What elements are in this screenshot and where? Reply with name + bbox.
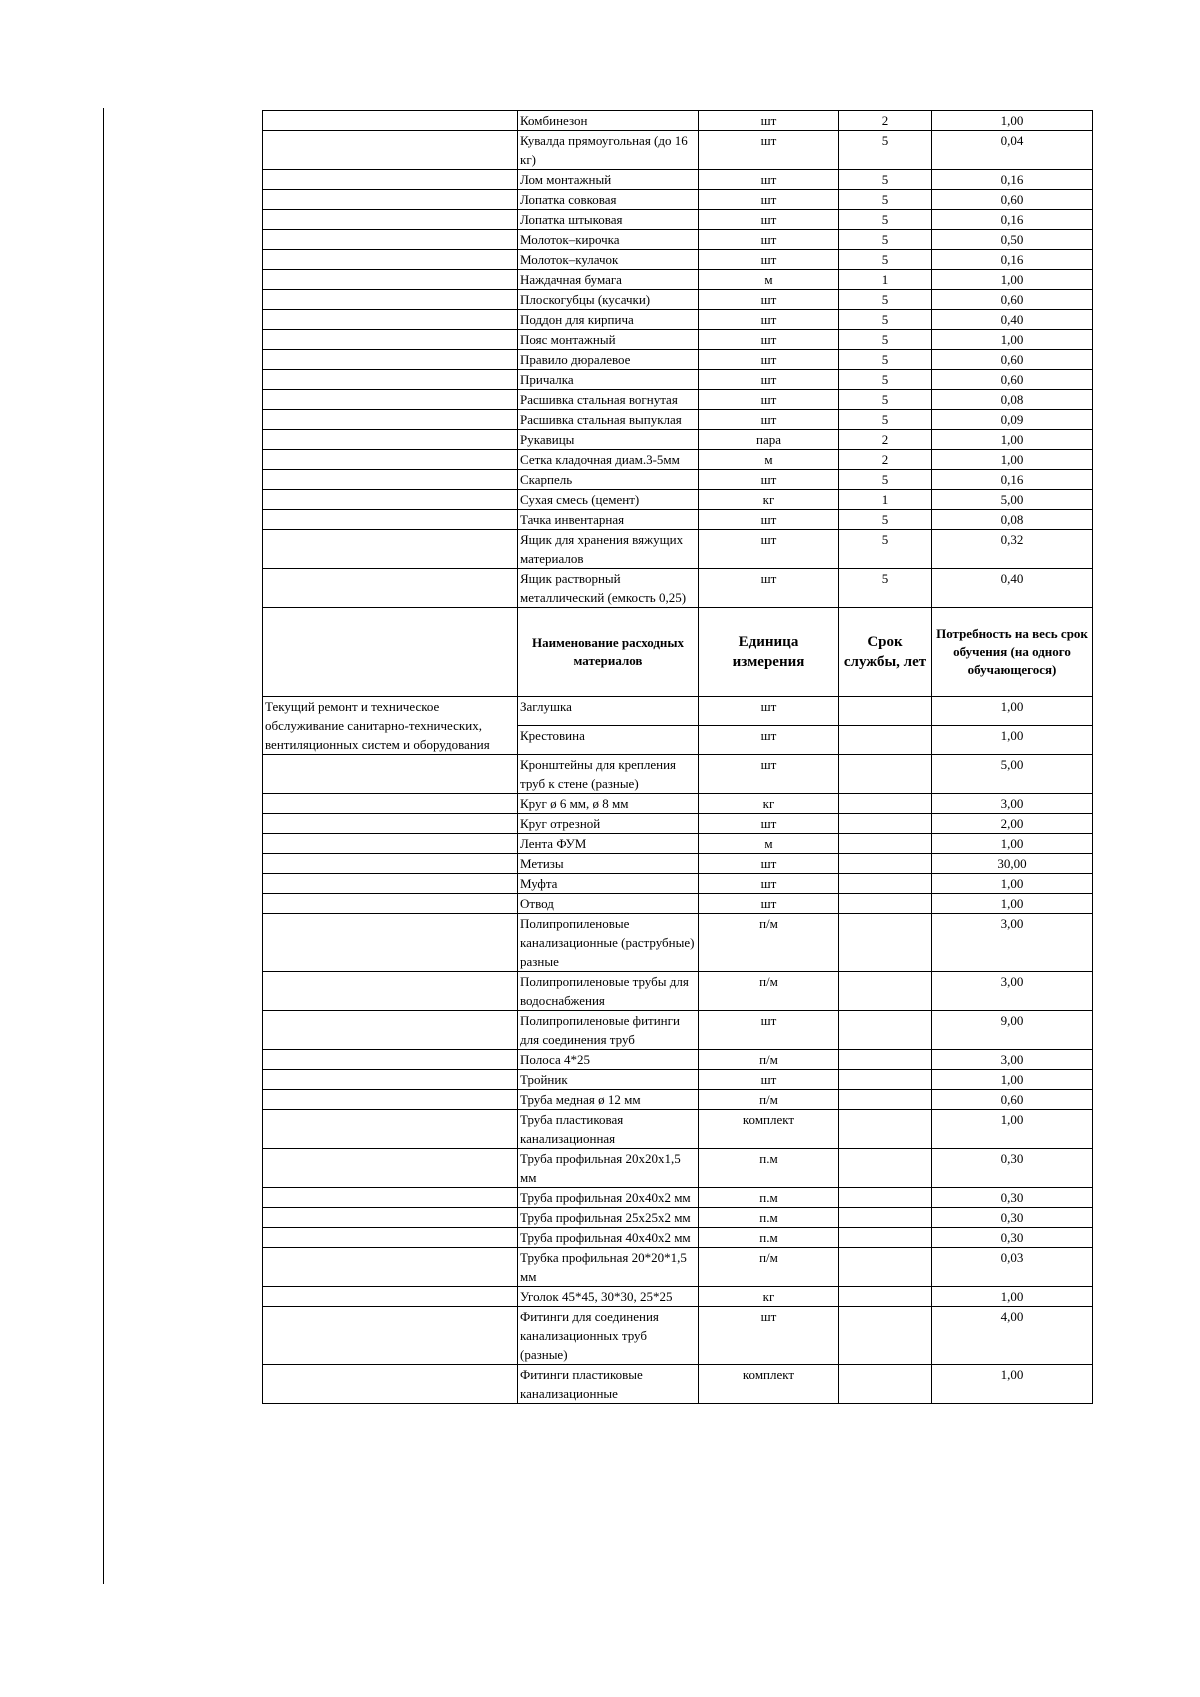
need-cell: 0,30: [932, 1208, 1093, 1228]
material-name: Расшивка стальная вогнутая: [518, 390, 699, 410]
section-cell: [263, 430, 518, 450]
material-name: Полипропиленовые трубы для водоснабжения: [518, 972, 699, 1011]
section-cell: [263, 470, 518, 490]
need-cell: 0,16: [932, 250, 1093, 270]
materials-table: [262, 110, 1093, 1404]
term-cell: [839, 972, 932, 1011]
material-name: Труба профильная 20х40х2 мм: [518, 1188, 699, 1208]
material-name: Трубка профильная 20*20*1,5 мм: [518, 1248, 699, 1287]
unit-cell: м: [699, 450, 839, 470]
need-cell: 1,00: [932, 1110, 1093, 1149]
unit-cell: шт: [699, 510, 839, 530]
section-cell: [263, 914, 518, 972]
table-row: [263, 1307, 1093, 1365]
unit-cell: шт: [699, 230, 839, 250]
material-name: Наждачная бумага: [518, 270, 699, 290]
unit-cell: шт: [699, 250, 839, 270]
table-row: [263, 530, 1093, 569]
term-cell: [839, 1050, 932, 1070]
need-cell: 3,00: [932, 914, 1093, 972]
material-name: Полипропиленовые фитинги для соединения труб: [518, 1011, 699, 1050]
section-cell: [263, 834, 518, 854]
term-cell: 5: [839, 230, 932, 250]
table-body-top: [263, 111, 1093, 608]
section-cell: [263, 270, 518, 290]
section-cell: [263, 450, 518, 470]
section-cell: [263, 111, 518, 131]
table-row: [263, 310, 1093, 330]
term-cell: [839, 1070, 932, 1090]
material-name: Молоток–кирочка: [518, 230, 699, 250]
section-cell: [263, 170, 518, 190]
material-name: Причалка: [518, 370, 699, 390]
term-cell: 1: [839, 270, 932, 290]
table-row: [263, 834, 1093, 854]
material-name: Фитинги для соединения канализационных труб (разные): [518, 1307, 699, 1365]
need-cell: 1,00: [932, 874, 1093, 894]
table-header-row: [263, 608, 1093, 697]
section-cell: [263, 1090, 518, 1110]
unit-cell: шт: [699, 530, 839, 569]
term-cell: [839, 1011, 932, 1050]
table-row: [263, 569, 1093, 608]
material-name: Крестовина: [518, 726, 699, 755]
need-cell: 0,60: [932, 370, 1093, 390]
term-cell: [839, 1149, 932, 1188]
unit-cell: шт: [699, 330, 839, 350]
unit-cell: шт: [699, 370, 839, 390]
need-cell: 2,00: [932, 814, 1093, 834]
section-cell: [263, 370, 518, 390]
table-row: [263, 250, 1093, 270]
need-cell: 5,00: [932, 490, 1093, 510]
table-row: [263, 490, 1093, 510]
unit-cell: шт: [699, 1011, 839, 1050]
section-cell: [263, 390, 518, 410]
need-cell: 0,40: [932, 569, 1093, 608]
term-cell: [839, 726, 932, 755]
term-cell: [839, 1110, 932, 1149]
term-cell: 5: [839, 210, 932, 230]
need-cell: 0,60: [932, 1090, 1093, 1110]
table-row: [263, 270, 1093, 290]
unit-cell: п/м: [699, 1050, 839, 1070]
material-name: Рукавицы: [518, 430, 699, 450]
material-name: Тачка инвентарная: [518, 510, 699, 530]
need-cell: 0,09: [932, 410, 1093, 430]
unit-cell: шт: [699, 190, 839, 210]
need-cell: 0,04: [932, 131, 1093, 170]
header-need: Потребность на весь срок обучения (на одного обучающегося): [932, 608, 1093, 697]
unit-cell: шт: [699, 697, 839, 726]
material-name: Труба пластиковая канализационная: [518, 1110, 699, 1149]
table-row: [263, 450, 1093, 470]
margin-rule: [103, 108, 104, 1584]
header-unit: Единица измерения: [699, 608, 839, 697]
section-cell: [263, 1287, 518, 1307]
material-name: Ящик растворный металлический (емкость 0,25): [518, 569, 699, 608]
table-row: [263, 290, 1093, 310]
term-cell: [839, 874, 932, 894]
unit-cell: п.м: [699, 1228, 839, 1248]
need-cell: 1,00: [932, 330, 1093, 350]
unit-cell: шт: [699, 410, 839, 430]
term-cell: 5: [839, 250, 932, 270]
need-cell: 1,00: [932, 270, 1093, 290]
unit-cell: шт: [699, 755, 839, 794]
need-cell: 1,00: [932, 726, 1093, 755]
term-cell: 5: [839, 350, 932, 370]
unit-cell: комплект: [699, 1365, 839, 1404]
term-cell: 5: [839, 470, 932, 490]
material-name: Труба профильная 25х25х2 мм: [518, 1208, 699, 1228]
unit-cell: п/м: [699, 1248, 839, 1287]
section-cell: [263, 190, 518, 210]
table-row: [263, 390, 1093, 410]
material-name: Лента ФУМ: [518, 834, 699, 854]
table-row: [263, 972, 1093, 1011]
term-cell: [839, 914, 932, 972]
section-cell: [263, 330, 518, 350]
table-row: [263, 190, 1093, 210]
unit-cell: п.м: [699, 1208, 839, 1228]
unit-cell: шт: [699, 390, 839, 410]
section-cell: [263, 1365, 518, 1404]
header-name: Наименование расходных материалов: [518, 608, 699, 697]
unit-cell: шт: [699, 874, 839, 894]
material-name: Расшивка стальная выпуклая: [518, 410, 699, 430]
material-name: Комбинезон: [518, 111, 699, 131]
need-cell: 0,30: [932, 1228, 1093, 1248]
table-row: [263, 814, 1093, 834]
term-cell: 5: [839, 131, 932, 170]
table-row: [263, 1287, 1093, 1307]
material-name: Правило дюралевое: [518, 350, 699, 370]
term-cell: [839, 1365, 932, 1404]
need-cell: 3,00: [932, 1050, 1093, 1070]
material-name: Муфта: [518, 874, 699, 894]
unit-cell: п/м: [699, 914, 839, 972]
term-cell: [839, 755, 932, 794]
table-row: [263, 1208, 1093, 1228]
section-cell: [263, 230, 518, 250]
section-cell: [263, 814, 518, 834]
table-row: [263, 350, 1093, 370]
table-row: [263, 1228, 1093, 1248]
section-cell: [263, 410, 518, 430]
need-cell: 0,30: [932, 1188, 1093, 1208]
term-cell: [839, 834, 932, 854]
term-cell: [839, 1248, 932, 1287]
unit-cell: кг: [699, 1287, 839, 1307]
need-cell: 0,08: [932, 390, 1093, 410]
material-name: Кронштейны для крепления труб к стене (разные): [518, 755, 699, 794]
header-term: Срок службы, лет: [839, 608, 932, 697]
unit-cell: шт: [699, 854, 839, 874]
need-cell: 1,00: [932, 1287, 1093, 1307]
section-cell: [263, 350, 518, 370]
section-cell: [263, 510, 518, 530]
table-row: [263, 410, 1093, 430]
unit-cell: шт: [699, 131, 839, 170]
term-cell: [839, 854, 932, 874]
section-cell: [263, 530, 518, 569]
term-cell: 5: [839, 530, 932, 569]
term-cell: 5: [839, 510, 932, 530]
term-cell: [839, 1188, 932, 1208]
need-cell: 4,00: [932, 1307, 1093, 1365]
term-cell: 5: [839, 370, 932, 390]
table-row: [263, 1070, 1093, 1090]
material-name: Заглушка: [518, 697, 699, 726]
table-row: [263, 1110, 1093, 1149]
term-cell: 5: [839, 170, 932, 190]
section-cell: [263, 874, 518, 894]
table-row: [263, 330, 1093, 350]
need-cell: 0,60: [932, 290, 1093, 310]
term-cell: 5: [839, 290, 932, 310]
table-row: [263, 1090, 1093, 1110]
table-row: [263, 510, 1093, 530]
unit-cell: шт: [699, 569, 839, 608]
unit-cell: м: [699, 270, 839, 290]
section-cell: [263, 250, 518, 270]
material-name: Труба профильная 40х40х2 мм: [518, 1228, 699, 1248]
unit-cell: шт: [699, 1307, 839, 1365]
term-cell: 5: [839, 410, 932, 430]
section-cell: [263, 854, 518, 874]
term-cell: 2: [839, 430, 932, 450]
term-cell: [839, 814, 932, 834]
table-row: [263, 755, 1093, 794]
material-name: Уголок 45*45, 30*30, 25*25: [518, 1287, 699, 1307]
need-cell: 1,00: [932, 834, 1093, 854]
need-cell: 1,00: [932, 430, 1093, 450]
section-cell: [263, 1149, 518, 1188]
unit-cell: шт: [699, 310, 839, 330]
term-cell: 5: [839, 330, 932, 350]
term-cell: 5: [839, 190, 932, 210]
material-name: Плоскогубцы (кусачки): [518, 290, 699, 310]
section-cell: [263, 755, 518, 794]
section-cell: [263, 1248, 518, 1287]
material-name: Полипропиленовые канализационные (раструбные) разные: [518, 914, 699, 972]
material-name: Пояс монтажный: [518, 330, 699, 350]
need-cell: 0,60: [932, 350, 1093, 370]
need-cell: 0,16: [932, 470, 1093, 490]
unit-cell: п/м: [699, 1090, 839, 1110]
material-name: Метизы: [518, 854, 699, 874]
unit-cell: шт: [699, 210, 839, 230]
table-row: [263, 874, 1093, 894]
need-cell: 0,08: [932, 510, 1093, 530]
section-cell: [263, 972, 518, 1011]
header-empty-cell: [263, 608, 518, 697]
table-row: [263, 210, 1093, 230]
need-cell: 1,00: [932, 450, 1093, 470]
section-cell: [263, 1050, 518, 1070]
material-name: Сухая смесь (цемент): [518, 490, 699, 510]
table-body-bottom: [263, 697, 1093, 1404]
need-cell: 0,30: [932, 1149, 1093, 1188]
table-row: [263, 1011, 1093, 1050]
section-cell: [263, 1188, 518, 1208]
unit-cell: шт: [699, 350, 839, 370]
material-name: Лопатка штыковая: [518, 210, 699, 230]
table-row: [263, 894, 1093, 914]
term-cell: 5: [839, 390, 932, 410]
material-name: Круг отрезной: [518, 814, 699, 834]
material-name: Труба медная ø 12 мм: [518, 1090, 699, 1110]
section-cell: [263, 310, 518, 330]
term-cell: 5: [839, 310, 932, 330]
material-name: Полоса 4*25: [518, 1050, 699, 1070]
unit-cell: шт: [699, 290, 839, 310]
table-row: [263, 170, 1093, 190]
need-cell: 30,00: [932, 854, 1093, 874]
material-name: Сетка кладочная диам.3-5мм: [518, 450, 699, 470]
unit-cell: пара: [699, 430, 839, 450]
section-cell: [263, 794, 518, 814]
term-cell: 5: [839, 569, 932, 608]
table-row: [263, 794, 1093, 814]
section-cell: [263, 290, 518, 310]
need-cell: 3,00: [932, 972, 1093, 1011]
material-name: Фитинги пластиковые канализационные: [518, 1365, 699, 1404]
need-cell: 0,16: [932, 210, 1093, 230]
material-name: Круг ø 6 мм, ø 8 мм: [518, 794, 699, 814]
unit-cell: шт: [699, 814, 839, 834]
unit-cell: шт: [699, 170, 839, 190]
need-cell: 0,60: [932, 190, 1093, 210]
unit-cell: кг: [699, 490, 839, 510]
unit-cell: шт: [699, 470, 839, 490]
section-cell: [263, 569, 518, 608]
need-cell: 5,00: [932, 755, 1093, 794]
unit-cell: шт: [699, 894, 839, 914]
unit-cell: кг: [699, 794, 839, 814]
section-title: Текущий ремонт и техническое обслуживание санитарно-технических, вентиляционных систем и оборудования: [263, 697, 518, 755]
material-name: Труба профильная 20х20х1,5 мм: [518, 1149, 699, 1188]
table-row: [263, 1149, 1093, 1188]
need-cell: 0,40: [932, 310, 1093, 330]
section-cell: [263, 490, 518, 510]
table-row: [263, 430, 1093, 450]
unit-cell: шт: [699, 111, 839, 131]
need-cell: 0,32: [932, 530, 1093, 569]
table-row: [263, 914, 1093, 972]
material-name: Ящик для хранения вяжущих материалов: [518, 530, 699, 569]
section-cell: [263, 894, 518, 914]
material-name: Кувалда прямоугольная (до 16 кг): [518, 131, 699, 170]
material-name: Молоток–кулачок: [518, 250, 699, 270]
table-row: [263, 131, 1093, 170]
term-cell: [839, 697, 932, 726]
section-cell: [263, 1110, 518, 1149]
table-row: [263, 854, 1093, 874]
unit-cell: м: [699, 834, 839, 854]
need-cell: 1,00: [932, 894, 1093, 914]
need-cell: 1,00: [932, 1365, 1093, 1404]
term-cell: [839, 1287, 932, 1307]
material-name: Тройник: [518, 1070, 699, 1090]
unit-cell: п.м: [699, 1149, 839, 1188]
material-name: Отвод: [518, 894, 699, 914]
need-cell: 1,00: [932, 697, 1093, 726]
term-cell: 1: [839, 490, 932, 510]
unit-cell: шт: [699, 726, 839, 755]
term-cell: 2: [839, 450, 932, 470]
section-cell: [263, 131, 518, 170]
term-cell: [839, 794, 932, 814]
table-row: [263, 370, 1093, 390]
term-cell: [839, 1090, 932, 1110]
table-row: [263, 111, 1093, 131]
table-row: [263, 470, 1093, 490]
table-row: [263, 1050, 1093, 1070]
term-cell: [839, 1307, 932, 1365]
term-cell: 2: [839, 111, 932, 131]
need-cell: 0,50: [932, 230, 1093, 250]
section-cell: [263, 1228, 518, 1248]
material-name: Лопатка совковая: [518, 190, 699, 210]
material-name: Лом монтажный: [518, 170, 699, 190]
table-row: [263, 1188, 1093, 1208]
section-cell: [263, 1307, 518, 1365]
material-name: Поддон для кирпича: [518, 310, 699, 330]
unit-cell: комплект: [699, 1110, 839, 1149]
unit-cell: п.м: [699, 1188, 839, 1208]
term-cell: [839, 1208, 932, 1228]
table-row: [263, 1248, 1093, 1287]
section-cell: [263, 1208, 518, 1228]
need-cell: 0,16: [932, 170, 1093, 190]
need-cell: 0,03: [932, 1248, 1093, 1287]
term-cell: [839, 1228, 932, 1248]
section-cell: [263, 210, 518, 230]
material-name: Скарпель: [518, 470, 699, 490]
unit-cell: п/м: [699, 972, 839, 1011]
need-cell: 3,00: [932, 794, 1093, 814]
table-row: [263, 1365, 1093, 1404]
section-cell: [263, 1011, 518, 1050]
need-cell: 1,00: [932, 111, 1093, 131]
table-row: [263, 697, 1093, 726]
table-row: [263, 230, 1093, 250]
section-cell: [263, 1070, 518, 1090]
need-cell: 9,00: [932, 1011, 1093, 1050]
table-header-row-group: [263, 608, 1093, 697]
need-cell: 1,00: [932, 1070, 1093, 1090]
term-cell: [839, 894, 932, 914]
unit-cell: шт: [699, 1070, 839, 1090]
